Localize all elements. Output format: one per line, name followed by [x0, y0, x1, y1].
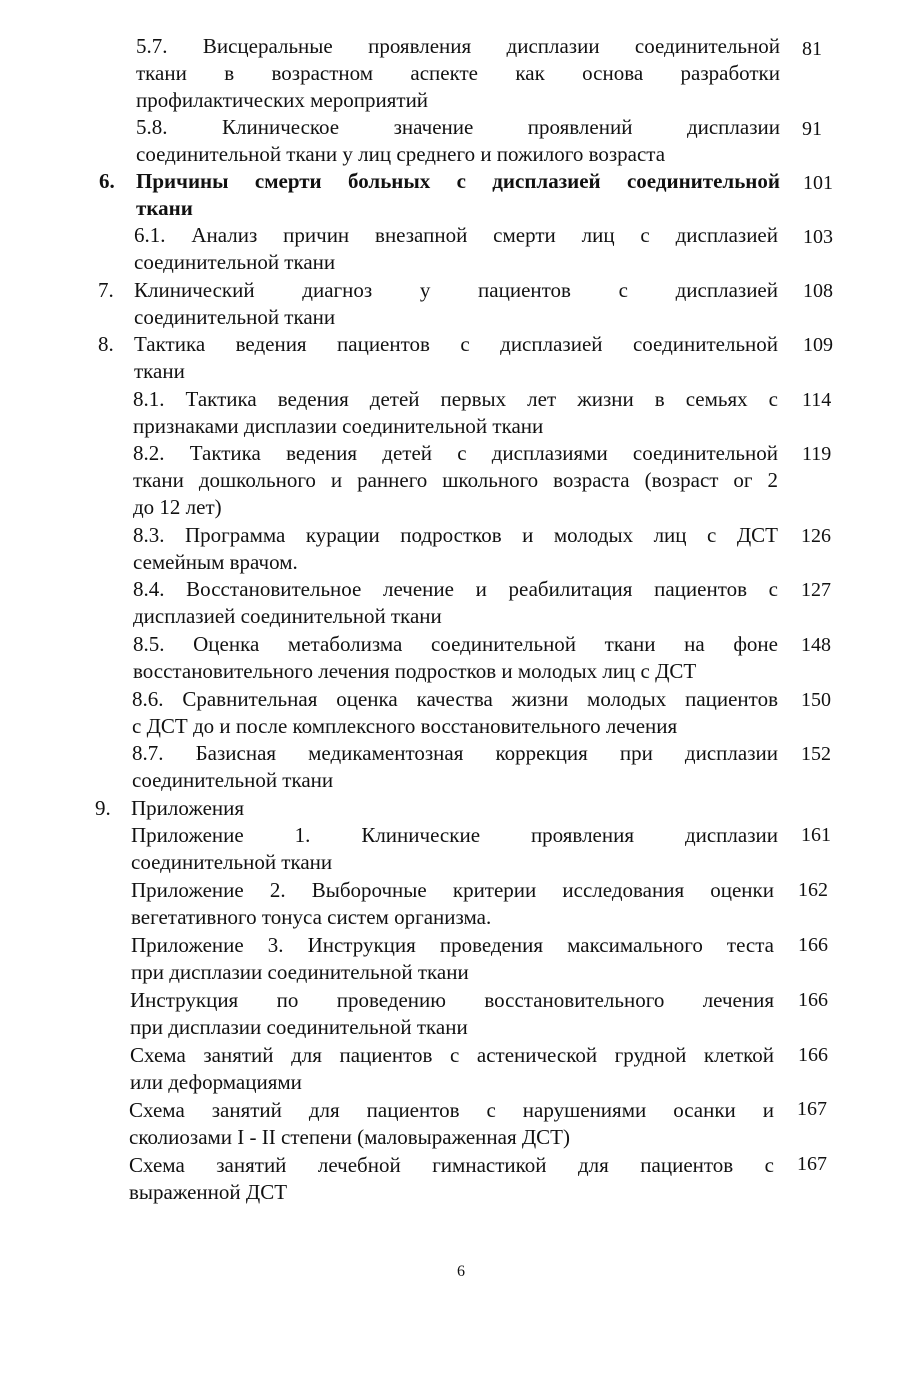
- toc-entry-line: соединительной ткани: [132, 768, 334, 792]
- toc-entry-title: [136, 114, 780, 168]
- toc-entry-line: 8.5. Оценка метаболизма соединительной ткани на фоне: [133, 632, 778, 656]
- toc-entry-line: ткани в возрастном аспекте как основа разработки: [136, 61, 780, 85]
- toc-page-number: 162: [798, 879, 828, 901]
- toc-entry-line: дисплазией соединительной ткани: [133, 604, 442, 628]
- toc-entry-line: 5.8. Клиническое значение проявлений дисплазии: [136, 115, 780, 139]
- toc-entry-title: [131, 822, 778, 876]
- toc-entry-line: Приложения: [131, 796, 245, 820]
- toc-entry-line: соединительной ткани: [131, 850, 333, 874]
- toc-entry-line: выраженной ДСТ: [129, 1180, 288, 1204]
- toc-page-number: 108: [803, 280, 833, 302]
- toc-entry-line: Приложение 2. Выборочные критерии исследования оценки: [131, 878, 774, 902]
- toc-entry-title: [132, 686, 778, 740]
- toc-entry-title: [133, 440, 778, 521]
- toc-page-number: 148: [801, 634, 831, 656]
- toc-entry-line: соединительной ткани: [134, 305, 336, 329]
- toc-page-number: 114: [802, 389, 832, 411]
- toc-entry-line: при дисплазии соединительной ткани: [131, 960, 469, 984]
- toc-entry-line: 8.7. Базисная медикаментозная коррекция при дисплазии: [132, 741, 778, 765]
- toc-entry-line: ткани: [134, 359, 185, 383]
- toc-entry-title: [133, 522, 778, 576]
- toc-entry-line: семейным врачом.: [133, 550, 298, 574]
- toc-entry-line: Клинический диагноз у пациентов с дисплазией: [134, 278, 778, 302]
- toc-entry-title: [131, 932, 774, 986]
- toc-entry-line: ткани: [136, 196, 193, 220]
- toc-entry-line: Схема занятий для пациентов с астенической грудной клеткой: [130, 1043, 774, 1067]
- toc-entry-line: признаками дисплазии соединительной ткани: [133, 414, 544, 438]
- toc-page-number: 152: [801, 743, 831, 765]
- toc-page-number: 166: [798, 989, 828, 1011]
- toc-entry-title: [131, 795, 778, 822]
- toc-page-number: 167: [797, 1098, 827, 1120]
- toc-entry-title: [131, 877, 774, 931]
- toc-entry-line: до 12 лет): [133, 495, 222, 519]
- toc-page-number: 109: [803, 334, 833, 356]
- toc-entry-title: [129, 1152, 774, 1206]
- toc-entry-title: [133, 576, 778, 630]
- toc-entry-title: [133, 386, 778, 440]
- toc-page-number: 150: [801, 689, 831, 711]
- toc-entry-line: соединительной ткани у лиц среднего и пожилого возраста: [136, 142, 666, 166]
- toc-page-number: 166: [798, 1044, 828, 1066]
- toc-entry-title: [129, 1097, 774, 1151]
- toc-entry-title: [130, 1042, 774, 1096]
- toc-entry-line: Приложение 3. Инструкция проведения максимального теста: [131, 933, 774, 957]
- toc-entry-title: [130, 987, 774, 1041]
- toc-page-number: 126: [801, 525, 831, 547]
- toc-entry-line: 8.3. Программа курации подростков и молодых лиц с ДСТ: [133, 523, 778, 547]
- toc-page-number: 103: [803, 226, 833, 248]
- toc-entry-title: [132, 740, 778, 794]
- toc-entry-line: вегетативного тонуса систем организма.: [131, 905, 492, 929]
- page-footer-number: 6: [457, 1263, 465, 1280]
- toc-entry-number: 9.: [95, 796, 111, 820]
- toc-page-number: 119: [802, 443, 832, 465]
- toc-entry-line: Тактика ведения пациентов с дисплазией соединительной: [134, 332, 778, 356]
- toc-entry-line: профилактических мероприятий: [136, 88, 429, 112]
- toc-entry-title: [134, 222, 778, 276]
- toc-page-number: 127: [801, 579, 831, 601]
- toc-page-number: 161: [801, 824, 831, 846]
- toc-entry-line: восстановительного лечения подростков и молодых лиц с ДСТ: [133, 659, 697, 683]
- toc-entry-line: ткани дошкольного и раннего школьного возраста (возраст ог 2: [133, 468, 778, 492]
- toc-entry-number: 7.: [98, 278, 114, 302]
- toc-entry-line: Инструкция по проведению восстановительного лечения: [130, 988, 774, 1012]
- toc-entry-line: сколиозами I - II степени (маловыраженная ДСТ): [129, 1125, 570, 1149]
- toc-entry-title: [133, 631, 778, 685]
- toc-page-number: 167: [797, 1153, 827, 1175]
- toc-entry-title: [136, 168, 780, 222]
- toc-entry-title: [136, 33, 780, 114]
- toc-entry-line: 8.1. Тактика ведения детей первых лет жизни в семьях с: [133, 387, 778, 411]
- toc-page-number: 91: [802, 118, 822, 140]
- toc-entry-line: Схема занятий лечебной гимнастикой для пациентов с: [129, 1153, 774, 1177]
- toc-entry-line: или деформациями: [130, 1070, 302, 1094]
- toc-page-number: 101: [803, 172, 833, 194]
- toc-entry-line: 8.4. Восстановительное лечение и реабилитация пациентов с: [133, 577, 778, 601]
- toc-page-number: 81: [802, 38, 822, 60]
- toc-entry-title: [134, 277, 778, 331]
- toc-entry-line: 5.7. Висцеральные проявления дисплазии соединительной: [136, 34, 780, 58]
- toc-entry-line: 8.2. Тактика ведения детей с дисплазиями соединительной: [133, 441, 778, 465]
- toc-entry-line: Причины смерти больных с дисплазией соединительной: [136, 169, 780, 193]
- toc-entry-line: 6.1. Анализ причин внезапной смерти лиц с дисплазией: [134, 223, 778, 247]
- toc-entry-line: с ДСТ до и после комплексного восстановительного лечения: [132, 714, 678, 738]
- toc-entry-line: 8.6. Сравнительная оценка качества жизни молодых пациентов: [132, 687, 778, 711]
- toc-entry-line: при дисплазии соединительной ткани: [130, 1015, 468, 1039]
- toc-page-number: 166: [798, 934, 828, 956]
- toc-entry-line: соединительной ткани: [134, 250, 336, 274]
- toc-entry-line: Схема занятий для пациентов с нарушениями осанки и: [129, 1098, 774, 1122]
- toc-entry-number: 6.: [99, 169, 115, 193]
- toc-entry-number: 8.: [98, 332, 114, 356]
- toc-entry-title: [134, 331, 778, 385]
- toc-entry-line: Приложение 1. Клинические проявления дисплазии: [131, 823, 778, 847]
